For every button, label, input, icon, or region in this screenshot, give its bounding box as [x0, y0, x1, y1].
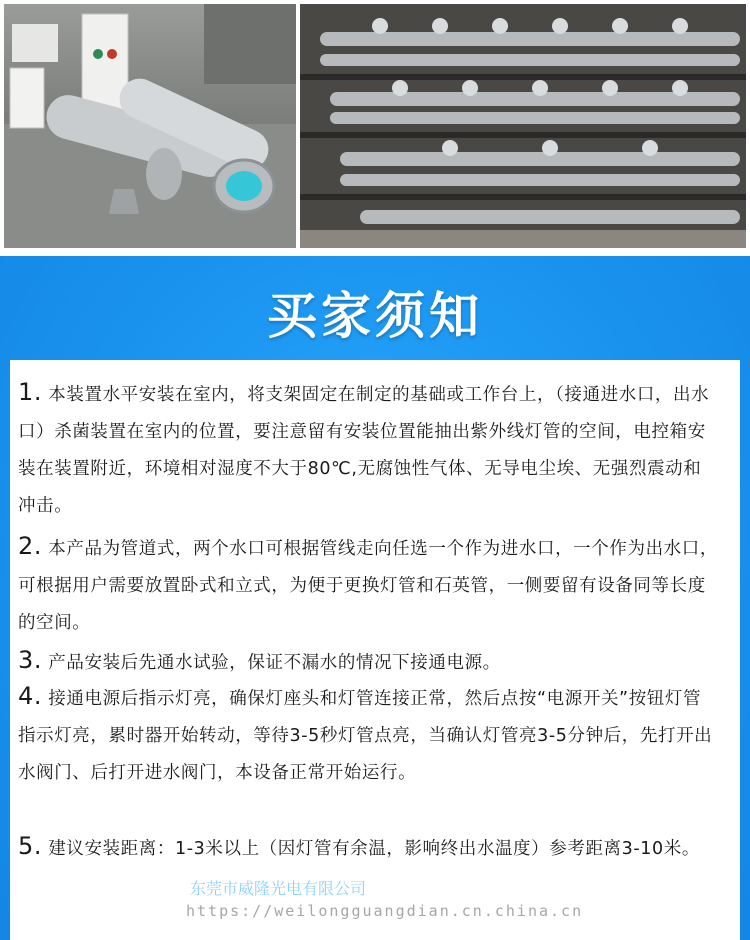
notice-item-3	[18, 642, 718, 682]
notice-item-1	[18, 374, 718, 525]
notice-item-number: 3.	[18, 646, 43, 674]
notice-item-number: 1.	[18, 378, 43, 406]
notice-item-text: 接通电源后指示灯亮，确保灯座头和灯管连接正常，然后点按“电源开关”按钮灯管指示灯亮，累时器开始转动，等待3-5秒灯管点亮，当确认灯管亮3-5分钟后，先打开出水阀门、后打开进水阀门，本设备正常开始运行。	[18, 689, 713, 783]
notice-item-5	[18, 828, 718, 868]
notice-item-number: 2.	[18, 532, 43, 560]
notice-item-4	[18, 678, 718, 792]
notice-item-text: 产品安装后先通水试验，保证不漏水的情况下接通电源。	[48, 653, 501, 673]
notice-item-text: 建议安装距离：1-3米以上（因灯管有余温，影响终出水温度）参考距离3-10米。	[48, 839, 700, 859]
photo-uv-sterilizer-installed	[4, 4, 296, 248]
notice-item-number: 5.	[18, 832, 43, 860]
page-title: 买家须知	[267, 287, 483, 345]
notice-item-text: 本装置水平安装在室内，将支架固定在制定的基础或工作台上，（接通进水口，出水口）杀菌装置在室内的位置，要注意留有安装位置能抽出紫外线灯管的空间，电控箱安装在装置附近，环境相对湿度不大于80℃,无腐蚀性气体、无导电尘埃、无强烈震动和冲击。	[18, 385, 710, 516]
notice-item-2	[18, 528, 718, 642]
product-photos	[0, 0, 750, 256]
photo-warehouse-sterilizers	[300, 4, 746, 248]
watermark-url: https://weilongguangdian.cn.china.cn	[186, 902, 584, 920]
notice-item-number: 4.	[18, 682, 43, 710]
notice-item-text: 本产品为管道式，两个水口可根据管线走向任选一个作为进水口，一个作为出水口，可根据用户需要放置卧式和立式，为便于更换灯管和石英管，一侧要留有设备同等长度的空间。	[18, 539, 718, 633]
watermark-company: 东莞市威隆光电有限公司	[190, 879, 367, 898]
